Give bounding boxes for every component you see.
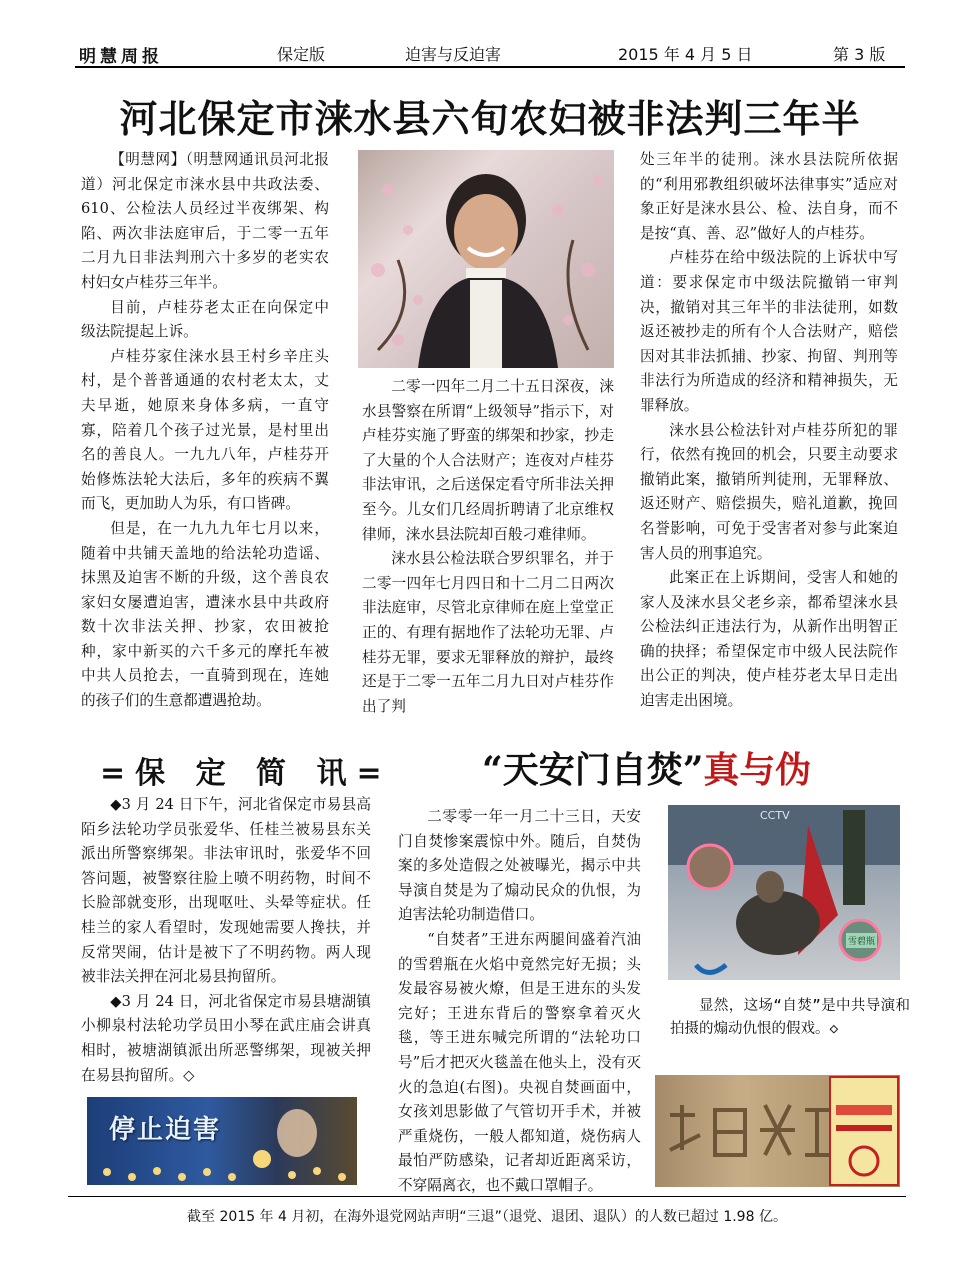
cctv-still-illustration <box>668 805 900 980</box>
article1-column-2 <box>362 375 614 719</box>
paragraph: 二零零一年一月二十三日，天安门自焚惨案震惊中外。随后，自焚伪案的多处造假之处被曝光，揭示中共导演自焚是为了煽动民众的仇恨，为迫害法轮功制造借口。 <box>398 808 641 924</box>
paragraph: 涞水县公检法针对卢桂芬所犯的罪行，依然有挽回的机会，只要主动要求撤销此案，撤销所判徒刑，无罪释放、返还财产、赔偿损失，赔礼道歉，挽回名誉影响，可免于受害者对参与此案迫害人员的刑事追究。 <box>640 421 898 562</box>
stop-persecution-banner <box>87 1097 357 1185</box>
briefs-body <box>81 793 371 1088</box>
paragraph: “自焚者”王进东两腿间盛着汽油的雪碧瓶在火焰中竟然完好无损；头发最容易被火燎，但是王进东的头发完好；王进东背后的警察拿着灭火毯，等王进东喊完所谓的“法轮功口号”后才把灭火毯盖在他头上，没有灭火的急迫(右图)。央视自焚画面中，女孩刘思影做了气管切开手术，并被严重烧伤，一般人都知道，烧伤病人最怕严防感染，记者却近距离采访，不穿隔离衣，也不戴口罩帽子。 <box>398 930 641 1194</box>
stone-inscription-image <box>655 1075 900 1187</box>
page-header <box>75 40 905 68</box>
paragraph: 此案正在上诉期间，受害人和她的家人及涞水县父老乡亲，都希望涞水县公检法纠正违法行为，从新作出明智正确的抉择；希望保定市中级人民法院作出公正的判决，使卢桂芬老太早日走出迫害走出困境。 <box>640 569 898 710</box>
article-headline: 河北保定市涞水县六旬农妇被非法判三年半 <box>119 96 861 141</box>
cctv-badge: CCTV <box>760 809 790 822</box>
paragraph: 处三年半的徒刑。涞水县法院所依据的“利用邪教组织破坏法律事实”适应对象正好是涞水县公、检、法自身，而不是按“真、善、忍”做好人的卢桂芬。 <box>640 151 898 242</box>
paragraph: 【明慧网】（明慧网通讯员河北报道）河北保定市涞水县中共政法委、610、公检法人员经过半夜绑架、构陷、两次非法庭审后，于二零一五年二月九日非法判刑六十多岁的老实农村妇女卢桂芬三年半。 <box>81 151 329 291</box>
portrait-photo <box>358 150 614 368</box>
brief-item: ◆3 月 24 日，河北省保定市易县塘湖镇小柳泉村法轮功学员田小琴在武庄庙会讲真相时，被塘湖镇派出所恶警绑架，现被关押在易县拘留所。◇ <box>81 992 371 1084</box>
paragraph: 涞水县公检法联合罗织罪名，并于二零一四年七月四日和十二月二日两次非法庭审，尽管北京律师在庭上堂堂正正的、有理有据地作了法轮功无罪、卢桂芬无罪，要求无罪释放的辩护，最终还是于二零一五年二月九日对卢桂芬作出了判 <box>362 550 614 715</box>
edition-label: 保定版 <box>277 45 326 64</box>
briefs-title: =保 定 简 讯= <box>100 756 392 791</box>
paragraph: 卢桂芬在给中级法院的上诉状中写道：要求保定市中级法院撤销一审判决，撤销对其三年半的非法徒刑，如数返还被抄走的所有个人合法财产，赔偿因对其非法抓捕、抄家、拘留、判刑等非法行为所造成的经济和精神损失，无罪释放。 <box>640 249 898 414</box>
stone-carving-illustration <box>655 1075 900 1187</box>
banner-text: 停止迫害 <box>109 1115 222 1145</box>
issue-date: 2015 年 4 月 5 日 <box>618 45 753 64</box>
self-immolation-photo <box>668 805 900 980</box>
paragraph: 二零一四年二月二十五日深夜，涞水县警察在所谓“上级领导”指示下，对卢桂芬实施了野蛮的绑架和抄家，抄走了大量的个人合法财产；连夜对卢桂芬非法审讯，之后送保定看守所非法关押至今。儿女们几经周折聘请了北京维权律师，涞水县法院却百般刁难律师。 <box>362 378 614 543</box>
paragraph: 卢桂芬家住涞水县王村乡辛庄头村，是个普普通通的农村老太太，丈夫早逝，她原来身体多病，一直守寡，陪着几个孩子过光景，是村里出名的善良人。一九九八年，卢桂芬开始修炼法轮大法后，多年的疾病不翼而飞，更加助人为乐，有口皆碑。 <box>81 347 329 513</box>
title-part-1: “天安门自焚” <box>482 749 704 791</box>
section-label: 迫害与反迫害 <box>405 45 502 64</box>
photo-caption: 显然，这场“自焚”是中共导演和拍摄的煽动仇恨的假戏。◇ <box>670 998 910 1037</box>
article1-column-1 <box>81 148 329 714</box>
title-part-2: 真与伪 <box>703 749 812 791</box>
page-number: 第 3 版 <box>833 45 886 64</box>
bottle-label: 雪碧瓶 <box>846 933 877 948</box>
portrait-illustration <box>358 150 614 368</box>
masthead: 明慧周报 <box>79 47 163 67</box>
article1-column-3 <box>640 148 898 714</box>
brief-item: ◆3 月 24 日下午，河北省保定市易县高陌乡法轮功学员张爱华、任桂兰被易县东关派出所警察绑架。非法审讯时，张爱华不回答问题，被警察往脸上喷不明药物，时间不长脸部就变形，出现呕吐、头晕等症状。任桂兰的家人看望时，发现她需要人搀扶，并反常哭闹，估计是被下了不明药物。两人现被非法关押在河北易县拘留所。 <box>81 796 371 986</box>
page-footer: 截至 2015 年 4 月初，在海外退党网站声明“三退”（退党、退团、退队）的人数已超过 1.98 亿。 <box>68 1196 906 1226</box>
article2-body <box>398 805 641 1199</box>
paragraph: 目前，卢桂芬老太正在向保定中级法院提起上诉。 <box>81 298 329 341</box>
paragraph: 但是，在一九九九年七月以来，随着中共铺天盖地的给法轮功造谣、抹黑及迫害不断的升级，这个善良农家妇女屡遭迫害，遭涞水县中共政府数十次非法关押、抄家，农田被抢种，家中新买的六千多元的摩托车被中共人员抢去，一直骑到现在，连她的孩子们的生意都遭遇抢劫。 <box>81 519 329 710</box>
self-immolation-title <box>482 742 811 793</box>
